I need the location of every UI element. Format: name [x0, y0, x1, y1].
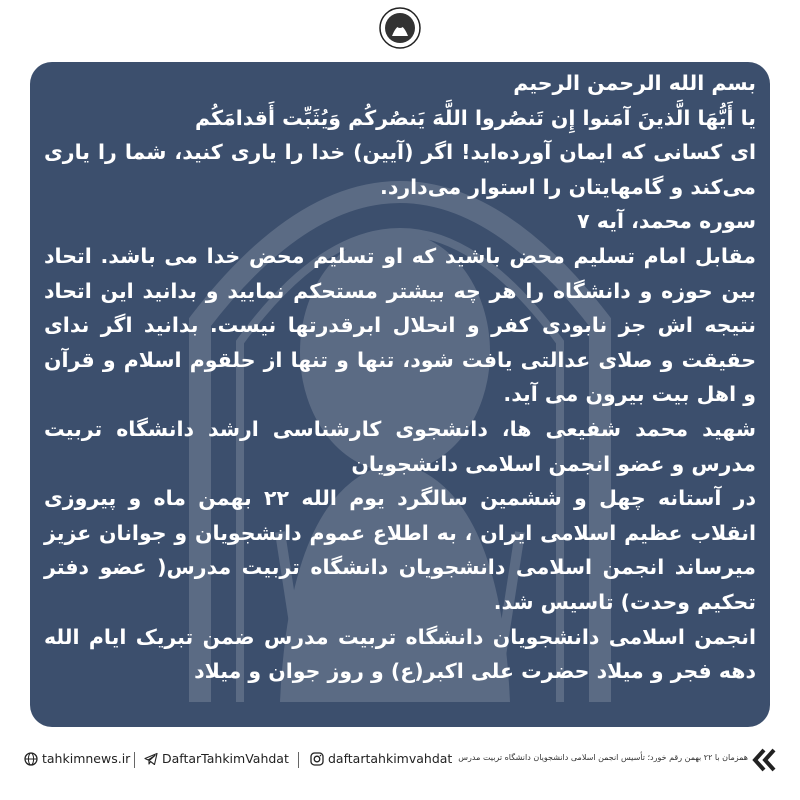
paragraph-martyr: شهید محمد شفیعی ها، دانشجوی کارشناسی ارشد دانشگاه تربیت مدرس و عضو انجمن اسلامی دانشجویان	[44, 416, 756, 476]
paragraph-quote: مقابل امام تسلیم محض باشید که او تسلیم محض خدا می باشد. اتحاد بین حوزه و دانشگاه را هر چه بیشتر مستحکم نمایید و بدانید این اتحاد نتیجه اش جز نابودی کفر و انحلال ابرقدرتها نیست. بدانید اگر ندای حقیقت و صلای عدالتی یافت شود، تنها و تنها از حلقوم اسلام و قرآن و اهل بیت بیرون می آید.	[44, 243, 756, 407]
double-chevron-left-icon[interactable]	[752, 747, 778, 773]
paragraph-basmala: بسم الله الرحمن الرحیم	[513, 71, 756, 95]
footer-divider	[298, 752, 299, 768]
instagram-text: daftartahkimvahdat	[328, 751, 453, 766]
telegram-text: DaftarTahkimVahdat	[162, 751, 289, 766]
footer-caption: همزمان با ۲۲ بهمن رقم خورد؛ تأسیس انجمن اسلامی دانشجویان دانشگاه تربیت مدرس	[458, 753, 748, 762]
paragraph-translation: ای کسانی که ایمان آورده‌اید! اگر (آیین) خدا را یاری کنید، شما را یاری می‌کند و گامهایتان را استوار می‌دارد.	[44, 140, 756, 199]
website-text: tahkimnews.ir	[42, 751, 131, 766]
globe-icon	[24, 752, 38, 766]
telegram-icon	[144, 752, 158, 766]
post-text	[44, 66, 756, 689]
footer-divider	[134, 752, 135, 768]
seal-logo-icon	[378, 6, 422, 50]
website-link[interactable]	[24, 751, 130, 766]
paragraph-verse-ref: سوره محمد، آیه ۷	[577, 209, 756, 234]
paragraph-verse: یا أَیُّهَا الَّذینَ آمَنوا إِن تَنصُروا اللَّهَ یَنصُرکُم وَیُثَبِّت أَقدامَکُم	[195, 105, 756, 130]
paragraph-announcement: در آستانه چهل و ششمین سالگرد یوم الله ۲۲ بهمن ماه و پیروزی انقلاب عظیم اسلامی ایران ، به اطلاع عموم دانشجویان و جوانان عزیز میرساند انجمن اسلامی دانشجویان دانشگاه تربیت مدرس( عضو دفتر تحکیم وحدت) تاسیس شد.	[44, 486, 757, 614]
instagram-icon	[310, 752, 324, 766]
post-card	[30, 62, 770, 727]
telegram-link[interactable]	[144, 751, 289, 766]
paragraph-congrats: انجمن اسلامی دانشجویان دانشگاه تربیت مدرس ضمن تبریک ایام الله دهه فجر و میلاد حضرت علی اکبر(ع) و روز جوان و میلاد	[44, 624, 756, 684]
footer	[0, 740, 800, 780]
instagram-link[interactable]	[310, 751, 452, 766]
